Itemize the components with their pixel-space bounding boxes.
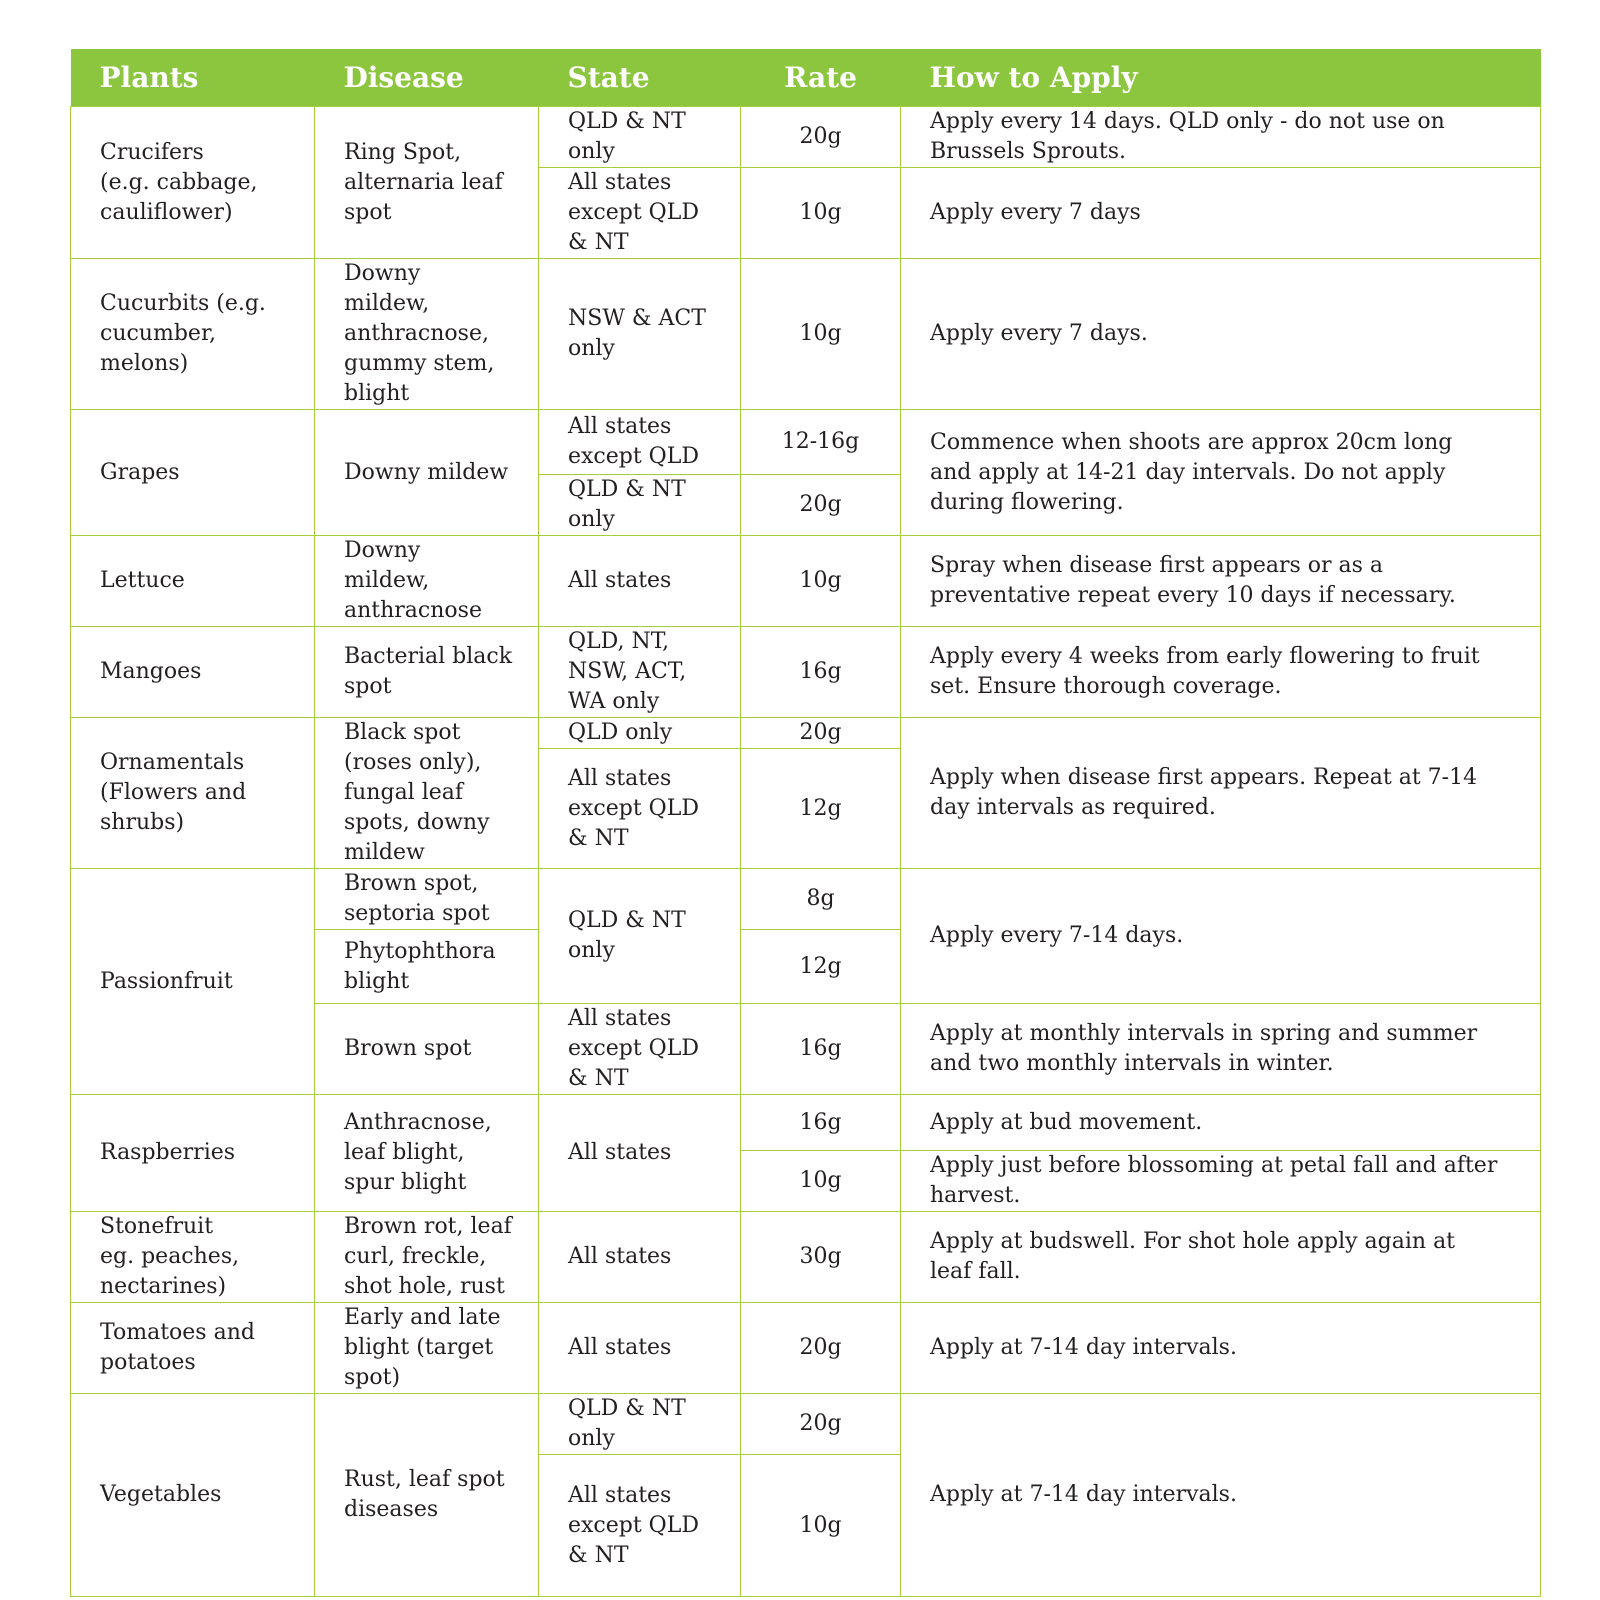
how-to-apply-cell: Apply every 7 days xyxy=(901,168,1541,259)
disease-cell: Downy mildew xyxy=(315,410,539,536)
disease-cell: Ring Spot, alternaria leaf spot xyxy=(315,107,539,259)
state-cell: All states except QLD & NT xyxy=(539,168,741,259)
how-to-apply-cell: Apply at bud movement. xyxy=(901,1095,1541,1151)
disease-cell: Brown spot xyxy=(315,1004,539,1095)
disease-cell: Rust, leaf spot diseases xyxy=(315,1394,539,1597)
disease-cell: Downy mildew, anthracnose, gummy stem, blight xyxy=(315,259,539,410)
rate-cell: 30g xyxy=(741,1212,901,1303)
rate-cell: 20g xyxy=(741,1303,901,1394)
table-row xyxy=(71,107,1541,168)
rate-cell: 20g xyxy=(741,475,901,536)
rate-cell: 12-16g xyxy=(741,410,901,475)
column-header-disease: Disease xyxy=(315,49,539,107)
how-to-apply-cell: Apply at 7-14 day intervals. xyxy=(901,1303,1541,1394)
how-to-apply-cell: Commence when shoots are approx 20cm long and apply at 14-21 day intervals. Do not apply during flowering. xyxy=(901,410,1541,536)
plant-cell: Tomatoes and potatoes xyxy=(71,1303,315,1394)
how-to-apply-cell: Apply at monthly intervals in spring and summer and two monthly intervals in winter. xyxy=(901,1004,1541,1095)
table-row xyxy=(71,627,1541,718)
rate-cell: 16g xyxy=(741,627,901,718)
table-row xyxy=(71,1303,1541,1394)
column-header-plants: Plants xyxy=(71,49,315,107)
state-cell: QLD, NT, NSW, ACT, WA only xyxy=(539,627,741,718)
table-row xyxy=(71,869,1541,930)
state-cell: All states except QLD & NT xyxy=(539,749,741,869)
plant-cell: Ornamentals (Flowers and shrubs) xyxy=(71,718,315,869)
how-to-apply-cell: Spray when disease first appears or as a preventative repeat every 10 days if necessary. xyxy=(901,536,1541,627)
plant-cell: Lettuce xyxy=(71,536,315,627)
state-cell: All states except QLD & NT xyxy=(539,1004,741,1095)
state-cell: All states xyxy=(539,1303,741,1394)
rate-cell: 20g xyxy=(741,1394,901,1455)
state-cell: QLD & NT only xyxy=(539,107,741,168)
rate-cell: 20g xyxy=(741,107,901,168)
how-to-apply-cell: Apply every 4 weeks from early flowering to fruit set. Ensure thorough coverage. xyxy=(901,627,1541,718)
plant-cell: Raspberries xyxy=(71,1095,315,1212)
plant-cell: Stonefruit eg. peaches, nectarines) xyxy=(71,1212,315,1303)
rate-cell: 12g xyxy=(741,749,901,869)
plant-cell: Cucurbits (e.g. cucumber, melons) xyxy=(71,259,315,410)
state-cell: All states xyxy=(539,1095,741,1212)
fungicide-application-table-container xyxy=(70,49,1540,1597)
state-cell: QLD & NT only xyxy=(539,1394,741,1455)
state-cell: QLD & NT only xyxy=(539,475,741,536)
disease-cell: Early and late blight (target spot) xyxy=(315,1303,539,1394)
application-rates-table xyxy=(70,49,1541,1597)
table-row xyxy=(71,259,1541,410)
disease-cell: Downy mildew, anthracnose xyxy=(315,536,539,627)
disease-cell: Anthracnose, leaf blight, spur blight xyxy=(315,1095,539,1212)
rate-cell: 8g xyxy=(741,869,901,930)
table-row xyxy=(71,1394,1541,1455)
state-cell: QLD only xyxy=(539,718,741,749)
how-to-apply-cell: Apply at 7-14 day intervals. xyxy=(901,1394,1541,1597)
plant-cell: Crucifers (e.g. cabbage, cauliflower) xyxy=(71,107,315,259)
how-to-apply-cell: Apply every 7-14 days. xyxy=(901,869,1541,1004)
rate-cell: 12g xyxy=(741,930,901,1004)
how-to-apply-cell: Apply at budswell. For shot hole apply again at leaf fall. xyxy=(901,1212,1541,1303)
column-header-rate: Rate xyxy=(741,49,901,107)
state-cell: All states except QLD xyxy=(539,410,741,475)
disease-cell: Phytophthora blight xyxy=(315,930,539,1004)
state-cell: All states xyxy=(539,1212,741,1303)
rate-cell: 16g xyxy=(741,1095,901,1151)
rate-cell: 10g xyxy=(741,259,901,410)
rate-cell: 10g xyxy=(741,536,901,627)
header-row xyxy=(71,49,1541,107)
state-cell: NSW & ACT only xyxy=(539,259,741,410)
how-to-apply-cell: Apply just before blossoming at petal fall and after harvest. xyxy=(901,1151,1541,1212)
state-cell: All states xyxy=(539,536,741,627)
rate-cell: 16g xyxy=(741,1004,901,1095)
table-row xyxy=(71,718,1541,749)
disease-cell: Bacterial black spot xyxy=(315,627,539,718)
table-body xyxy=(71,107,1541,1597)
how-to-apply-cell: Apply every 7 days. xyxy=(901,259,1541,410)
disease-cell: Brown spot, septoria spot xyxy=(315,869,539,930)
rate-cell: 10g xyxy=(741,168,901,259)
plant-cell: Passionfruit xyxy=(71,869,315,1095)
disease-cell: Brown rot, leaf curl, freckle, shot hole, rust xyxy=(315,1212,539,1303)
table-header xyxy=(71,49,1541,107)
plant-cell: Grapes xyxy=(71,410,315,536)
state-cell: All states except QLD & NT xyxy=(539,1455,741,1597)
table-row xyxy=(71,1212,1541,1303)
rate-cell: 20g xyxy=(741,718,901,749)
table-row xyxy=(71,536,1541,627)
rate-cell: 10g xyxy=(741,1151,901,1212)
how-to-apply-cell: Apply every 14 days. QLD only - do not use on Brussels Sprouts. xyxy=(901,107,1541,168)
state-cell: QLD & NT only xyxy=(539,869,741,1004)
table-row xyxy=(71,410,1541,475)
plant-cell: Mangoes xyxy=(71,627,315,718)
how-to-apply-cell: Apply when disease first appears. Repeat at 7-14 day intervals as required. xyxy=(901,718,1541,869)
table-row xyxy=(71,1095,1541,1151)
disease-cell: Black spot (roses only), fungal leaf spots, downy mildew xyxy=(315,718,539,869)
rate-cell: 10g xyxy=(741,1455,901,1597)
plant-cell: Vegetables xyxy=(71,1394,315,1597)
column-header-state: State xyxy=(539,49,741,107)
column-header-how-to-apply: How to Apply xyxy=(901,49,1541,107)
